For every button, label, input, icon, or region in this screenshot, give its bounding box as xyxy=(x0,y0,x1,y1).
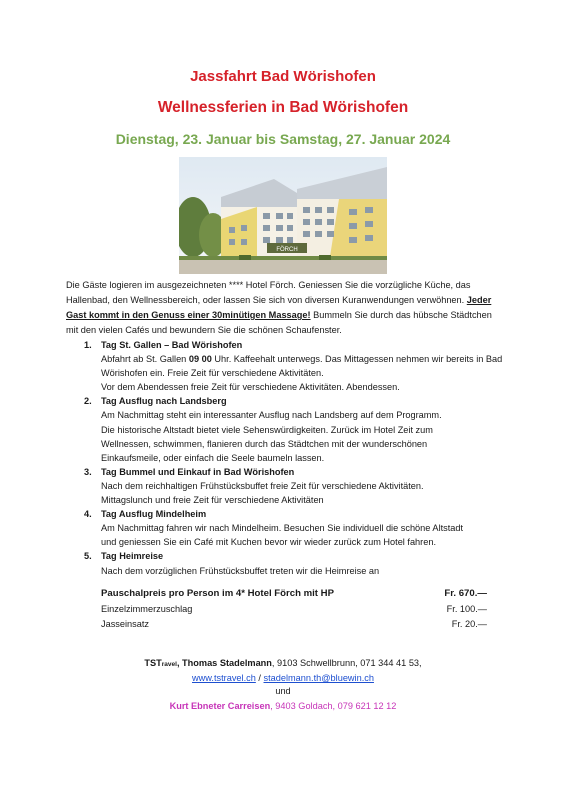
day-text: Abfahrt ab St. Gallen xyxy=(101,354,189,365)
price-jass-amount: Fr. 20.— xyxy=(451,619,487,629)
price-main-label: Pauschalpreis pro Person im 4* Hotel Förch mit HP xyxy=(101,588,334,599)
day-line: Am Nachmittag fahren wir nach Mindelheim. Besuchen Sie individuell die schöne Altstadt xyxy=(101,523,464,534)
partner-contact: , 9403 Goldach, 079 621 12 12 xyxy=(270,701,397,711)
intro-text-2: Bummeln Sie durch das hübsche Städtchen mit den vielen Cafés und bewundern Sie die schönen Schaufenster. xyxy=(66,310,492,335)
day-line: und geniessen Sie ein Café mit Kuchen bevor wir wieder zurück zum Hotel fahren. xyxy=(101,537,437,548)
price-single-amount: Fr. 100.— xyxy=(446,604,487,614)
day-description xyxy=(101,352,504,380)
day-line: Mittagslunch und freie Zeit für verschiedene Aktivitäten xyxy=(101,495,324,506)
massage-highlight: Jeder Gast kommt in den Genuss einer 30minütigen Massage! xyxy=(66,295,492,320)
day-item-3 xyxy=(84,465,504,507)
day-number: 1. xyxy=(84,340,92,350)
price-single-label: Einzelzimmerzuschlag xyxy=(101,604,193,614)
intro-paragraph xyxy=(66,278,496,338)
day-line: Am Nachmittag steht ein interessanter Ausflug nach Landsberg auf dem Programm. xyxy=(101,410,442,421)
contact-line xyxy=(0,658,566,668)
company-name-small: ravel xyxy=(161,661,177,668)
day-number: 3. xyxy=(84,466,92,477)
day-line: Nach dem reichhaltigen Frühstücksbuffet freie Zeit für verschiedene Aktivitäten. xyxy=(101,480,424,491)
departure-time: 09 00 xyxy=(188,354,212,365)
day-item-5 xyxy=(84,549,504,577)
day-number: 2. xyxy=(84,396,92,407)
trip-title: Jassfahrt Bad Wörishofen xyxy=(190,68,376,85)
day-title: Tag Ausflug Mindelheim xyxy=(101,509,207,520)
contact-links xyxy=(0,673,566,683)
day-number: 4. xyxy=(84,509,92,520)
contact-person: , Thomas Stadelmann xyxy=(176,658,272,668)
day-item-4 xyxy=(84,507,504,549)
price-jass-label: Jasseinsatz xyxy=(101,619,150,629)
day-line: Einkaufsmeile, oder einfach die Seele baumeln lassen. xyxy=(101,452,325,463)
link-separator: / xyxy=(255,673,264,683)
price-main-amount: Fr. 670.— xyxy=(444,588,487,599)
day-item-2 xyxy=(84,394,504,464)
partner-line xyxy=(0,701,566,711)
itinerary-list xyxy=(84,338,504,578)
day-title: Tag Bummel und Einkauf in Bad Wörishofen xyxy=(101,466,295,477)
email-link[interactable]: stadelmann.th@bluewin.ch xyxy=(263,673,374,683)
day-number: 5. xyxy=(84,551,92,562)
hotel-illustration xyxy=(179,157,387,274)
day-line: Die historische Altstadt bietet viele Sehenswürdigkeiten. Zurück im Hotel Zeit zum xyxy=(101,424,433,435)
website-link[interactable]: www.tstravel.ch xyxy=(192,673,256,683)
day-title: Tag Ausflug nach Landsberg xyxy=(101,396,227,407)
company-name-main: TST xyxy=(144,658,162,668)
day-description: Vor dem Abendessen freie Zeit für verschiedene Aktivitäten. Abendessen. xyxy=(101,382,400,393)
trip-dates: Dienstag, 23. Januar bis Samstag, 27. Januar 2024 xyxy=(115,131,451,147)
hotel-sign-text: FÖRCH xyxy=(276,247,298,253)
contact-address: , 9103 Schwellbrunn, 071 344 41 53, xyxy=(271,658,422,668)
trip-subtitle: Wellnessferien in Bad Wörishofen xyxy=(157,99,409,116)
day-line: Wellnessen, schwimmen, flanieren durch das Städtchen mit der wunderschönen xyxy=(101,438,428,449)
intro-text-1: Die Gäste logieren im ausgezeichneten **** Hotel Förch. Geniessen Sie die vorzügliche Küche, das Hallenbad, den Wellnessbereich, oder lassen Sie sich von diversen Kuranwendungen verwöhnen. xyxy=(66,280,471,305)
day-line: Nach dem vorzüglichen Frühstücksbuffet treten wir die Heimreise an xyxy=(101,565,380,576)
price-single-row xyxy=(101,604,487,614)
and-text: und xyxy=(275,686,291,696)
price-jass-row xyxy=(101,619,487,629)
day-title: Tag St. Gallen – Bad Wörishofen xyxy=(101,340,243,350)
partner-name: Kurt Ebneter Carreisen xyxy=(169,701,271,711)
company-logo-text xyxy=(144,658,272,668)
price-main-row xyxy=(101,588,487,599)
day-title: Tag Heimreise xyxy=(101,551,164,562)
day-text: Uhr. Kaffeehalt unterwegs. Das Mittagessen nehmen wir bereits in Bad Wörishofen ein. Freie Zeit für verschiedene Aktivitäten. xyxy=(101,354,503,379)
day-item-1 xyxy=(84,338,504,394)
hotel-photo xyxy=(179,157,387,274)
